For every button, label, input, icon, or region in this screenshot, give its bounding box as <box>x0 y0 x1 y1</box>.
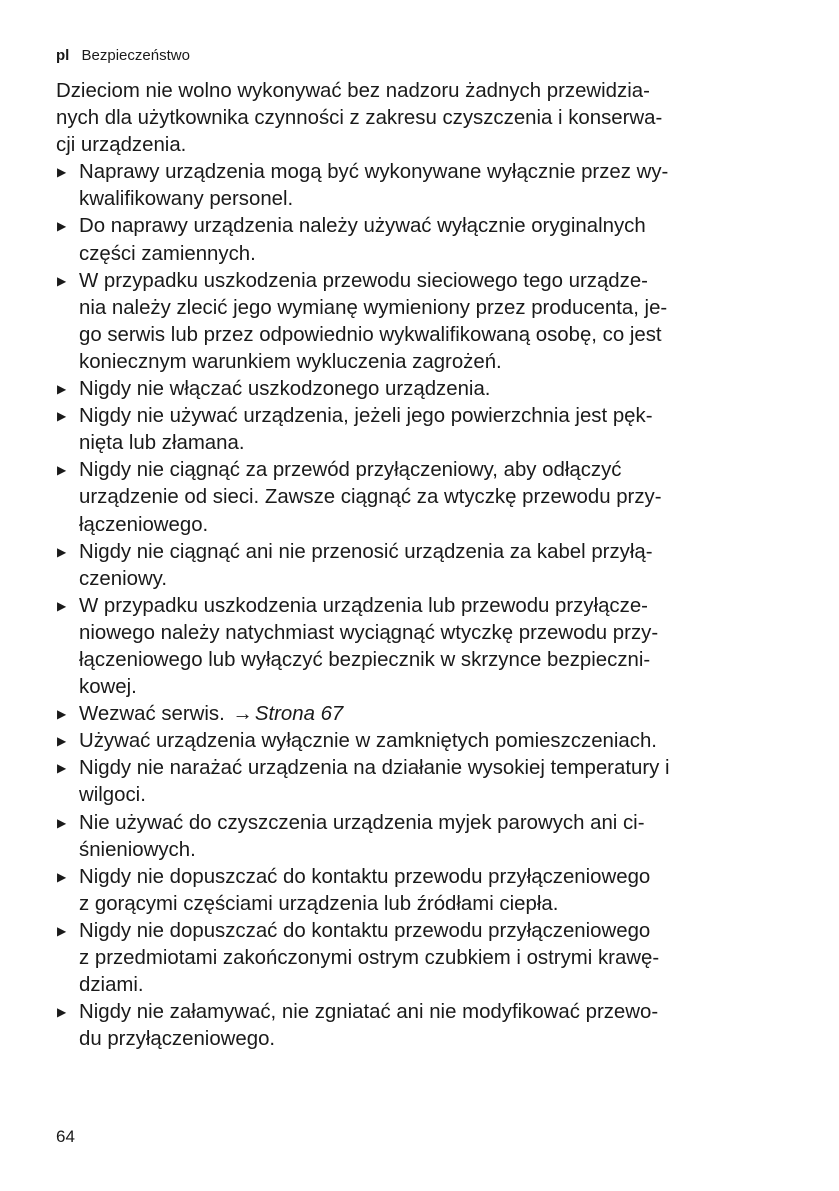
bullet-marker-icon: ▶ <box>57 544 67 559</box>
list-item-line <box>79 701 792 728</box>
list-item-line: urządzenie od sieci. Zawsze ciągnąć za wtyczkę przewodu przy- <box>79 486 662 509</box>
list-item-line: łączeniowego lub wyłączyć bezpiecznik w skrzynce bezpieczni- <box>79 648 651 671</box>
list-item-line: Nigdy nie dopuszczać do kontaktu przewodu przyłączeniowego <box>79 919 651 942</box>
list-item <box>56 864 792 918</box>
list-item-line: kwalifikowany personel. <box>79 188 294 211</box>
list-item <box>56 403 792 457</box>
bullet-marker-icon: ▶ <box>57 734 67 749</box>
list-item-line: W przypadku uszkodzenia przewodu sieciowego tego urządze- <box>79 269 648 292</box>
list-item <box>56 999 792 1053</box>
list-item-line: Nigdy nie załamywać, nie zgniatać ani nie modyfikować przewo- <box>79 1001 659 1024</box>
intro-paragraph <box>56 78 792 159</box>
page-reference-link[interactable]: Strona 67 <box>254 703 344 726</box>
bullet-marker-icon: ▶ <box>57 1005 67 1020</box>
service-text: Wezwać serwis. <box>79 703 225 726</box>
list-item-line: koniecznym warunkiem wykluczenia zagrożeń. <box>79 350 502 373</box>
arrow-right-icon: → <box>232 703 253 726</box>
intro-line: nych dla użytkownika czynności z zakresu czyszczenia i konserwa- <box>56 107 663 130</box>
list-item-line: du przyłączeniowego. <box>79 1028 276 1051</box>
list-item-line: Używać urządzenia wyłącznie w zamkniętych pomieszczeniach. <box>79 730 657 753</box>
bullet-marker-icon: ▶ <box>57 219 67 234</box>
bullet-marker-icon: ▶ <box>57 815 67 830</box>
list-item-line: części zamiennych. <box>79 242 256 265</box>
list-item-line: Nie używać do czyszczenia urządzenia myjek parowych ani ci- <box>79 811 645 834</box>
list-item-line: nia należy zlecić jego wymianę wymieniony przez producenta, je- <box>79 296 668 319</box>
page-content <box>56 78 792 1053</box>
list-item-line: kowej. <box>79 676 137 699</box>
list-item <box>56 755 792 809</box>
list-item-line: z gorącymi częściami urządzenia lub źródłami ciepła. <box>79 892 559 915</box>
bullet-marker-icon: ▶ <box>57 382 67 397</box>
list-item <box>56 159 792 213</box>
list-item-line: Nigdy nie narażać urządzenia na działanie wysokiej temperatury i <box>79 757 670 780</box>
list-item-line: czeniowy. <box>79 567 168 590</box>
bullet-marker-icon: ▶ <box>57 707 67 722</box>
bullet-marker-icon: ▶ <box>57 165 67 180</box>
list-item-line: Nigdy nie ciągnąć za przewód przyłączeniowy, aby odłączyć <box>79 459 622 482</box>
list-item-line: z przedmiotami zakończonymi ostrym czubkiem i ostrymi krawę- <box>79 947 660 969</box>
page-number: 64 <box>56 1127 75 1146</box>
list-item <box>56 539 792 593</box>
list-item <box>56 728 792 755</box>
list-item <box>56 268 792 376</box>
bullet-marker-icon: ▶ <box>57 761 67 776</box>
bullet-marker-icon: ▶ <box>57 463 67 478</box>
bullet-marker-icon: ▶ <box>57 409 67 424</box>
list-item-line: Naprawy urządzenia mogą być wykonywane wyłącznie przez wy- <box>79 161 669 184</box>
safety-instructions-list <box>56 159 792 1053</box>
list-item-service <box>56 701 792 728</box>
list-item <box>56 918 792 999</box>
list-item <box>56 457 792 538</box>
list-item-line: Nigdy nie ciągnąć ani nie przenosić urządzenia za kabel przyłą- <box>79 540 653 563</box>
list-item-line: łączeniowego. <box>79 513 209 536</box>
list-item-line: go serwis lub przez odpowiednio wykwalifikowaną osobę, co jest <box>79 323 662 346</box>
intro-line: cji urządzenia. <box>56 134 187 157</box>
page-header <box>56 46 190 66</box>
bullet-marker-icon: ▶ <box>57 273 67 288</box>
section-title: Bezpieczeństwo <box>81 47 190 64</box>
list-item <box>56 593 792 701</box>
list-item-line: Do naprawy urządzenia należy używać wyłącznie oryginalnych <box>79 215 646 238</box>
list-item-line: nięta lub złamana. <box>79 432 245 455</box>
list-item-line: Nigdy nie dopuszczać do kontaktu przewodu przyłączeniowego <box>79 865 651 888</box>
bullet-marker-icon: ▶ <box>57 869 67 884</box>
language-code: pl <box>56 47 70 64</box>
bullet-marker-icon: ▶ <box>57 923 67 938</box>
list-item <box>56 376 792 403</box>
list-item-line: dziami. <box>79 974 144 997</box>
list-item-line: śnieniowych. <box>79 838 196 861</box>
bullet-marker-icon: ▶ <box>57 598 67 613</box>
intro-line: Dzieciom nie wolno wykonywać bez nadzoru żadnych przewidzia- <box>56 80 650 102</box>
list-item-line: wilgoci. <box>79 784 146 807</box>
list-item-line: W przypadku uszkodzenia urządzenia lub przewodu przyłącze- <box>79 594 648 617</box>
list-item <box>56 213 792 267</box>
list-item-line: niowego należy natychmiast wyciągnąć wtyczkę przewodu przy- <box>79 621 659 644</box>
list-item-line: Nigdy nie włączać uszkodzonego urządzenia. <box>79 378 491 401</box>
list-item-line: Nigdy nie używać urządzenia, jeżeli jego powierzchnia jest pęk- <box>79 405 653 428</box>
list-item <box>56 810 792 864</box>
